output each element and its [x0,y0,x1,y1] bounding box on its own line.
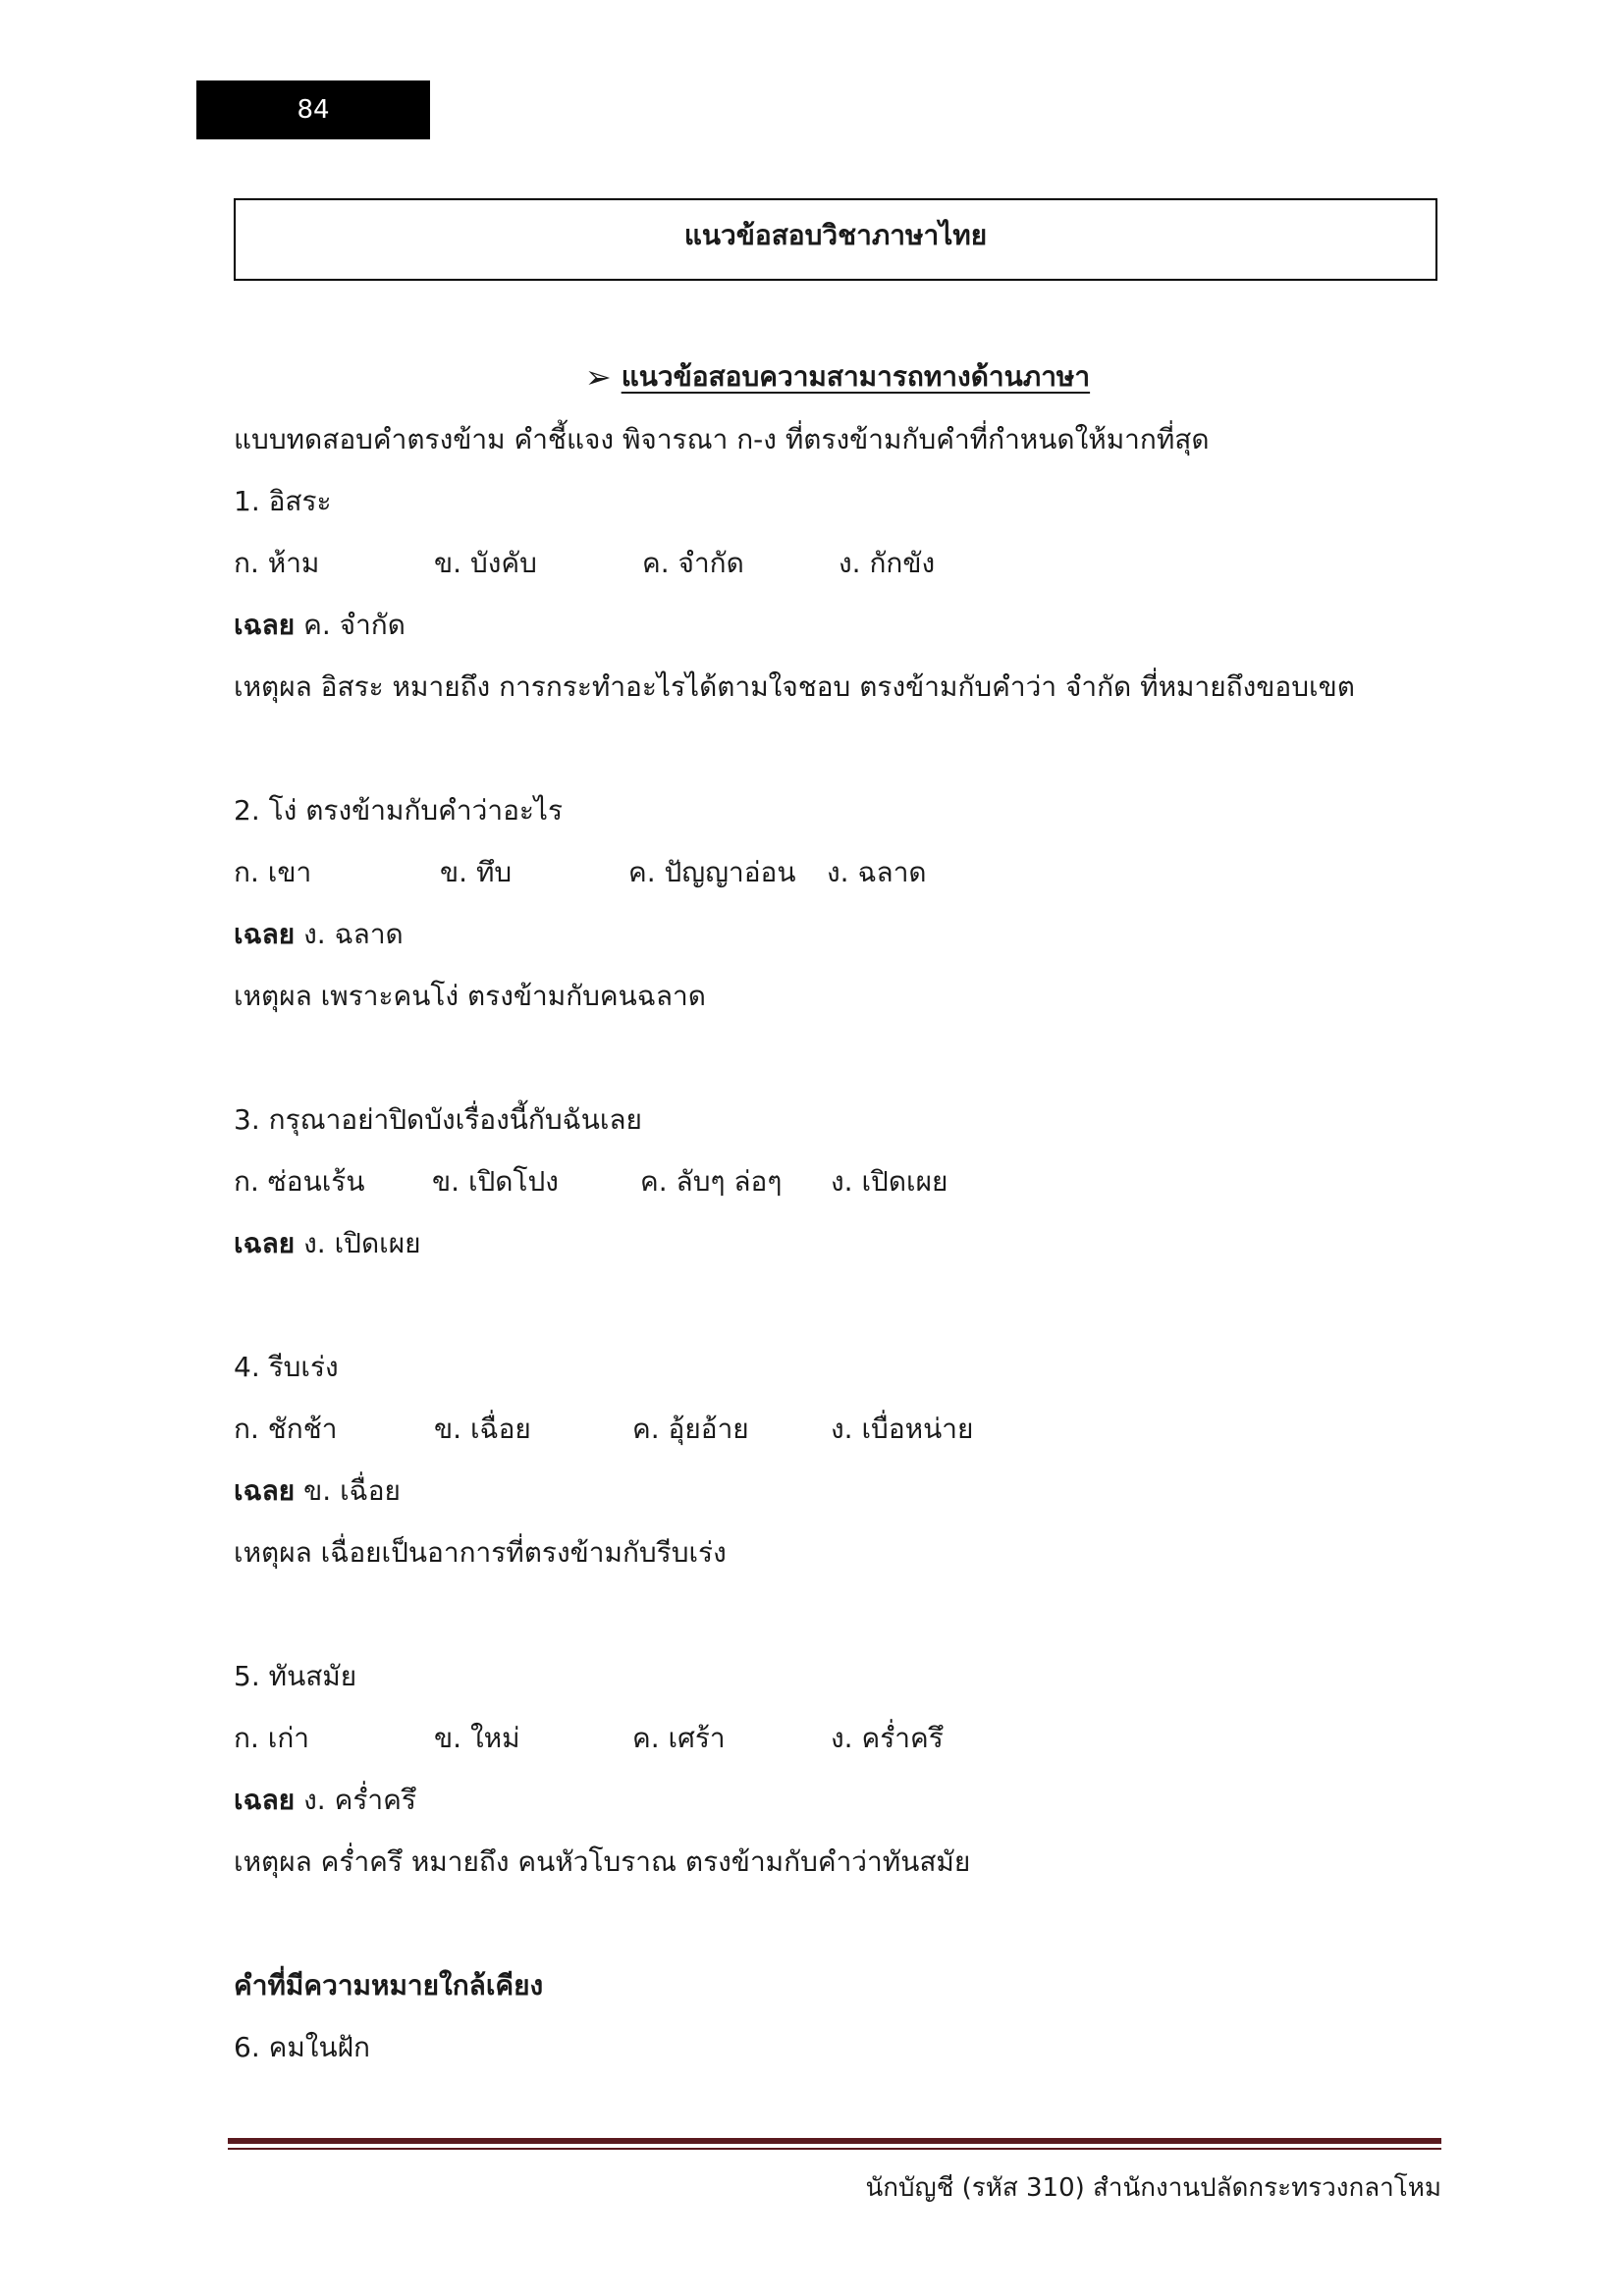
choice: ค. จำกัด [642,547,744,579]
reason-5: เหตุผล คร่ำครึ หมายถึง คนหัวโบราณ ตรงข้ามกับคำว่าทันสมัย [234,1845,971,1878]
answer-value: ง. ฉลาด [303,918,404,950]
footer-rule-thin [228,2148,1441,2150]
reason-1: เหตุผล อิสระ หมายถึง การกระทำอะไรได้ตามใจชอบ ตรงข้ามกับคำว่า จำกัด ที่หมายถึงขอบเขต [234,670,1355,703]
question-6: 6. คมในฝัก [234,2031,370,2063]
choice: ค. อุ้ยอ้าย [632,1413,749,1445]
answer-label: เฉลย [234,609,296,641]
question-3: 3. กรุณาอย่าปิดบังเรื่องนี้กับฉันเลย [234,1103,642,1136]
question-4: 4. รีบเร่ง [234,1351,339,1383]
page-title-box [234,198,1437,281]
choice: ข. เปิดโปง [432,1165,559,1198]
arrow-bullet-icon: ➢ [584,358,612,396]
choice: ง. เบื่อหน่าย [831,1413,974,1445]
document-body [234,349,1441,2078]
reason-2: เหตุผล เพราะคนโง่ ตรงข้ามกับคนฉลาด [234,980,706,1012]
choice: ง. กักขัง [839,547,936,579]
question-5: 5. ทันสมัย [234,1660,357,1692]
footer-text: นักบัญชี (รหัส 310) สำนักงานปลัดกระทรวงกลาโหม [865,2173,1441,2203]
choices-3 [234,1150,1441,1212]
answer-5 [234,1769,1441,1831]
page-title: แนวข้อสอบวิชาภาษาไทย [683,219,988,251]
choice: ข. ใหม่ [434,1722,520,1754]
question-2: 2. โง่ ตรงข้ามกับคำว่าอะไร [234,794,564,827]
choice: ค. ลับๆ ล่อๆ [640,1165,783,1198]
choice: ก. เขา [234,856,312,888]
reason-4: เหตุผล เฉื่อยเป็นอาการที่ตรงข้ามกับรีบเร่ง [234,1536,727,1569]
choice: ข. เฉื่อย [434,1413,531,1445]
choice: ข. ทึบ [440,856,513,888]
answer-label: เฉลย [234,1784,296,1816]
choice: ก. ซ่อนเร้น [234,1165,365,1198]
answer-label: เฉลย [234,1227,296,1259]
choices-4 [234,1398,1441,1460]
choice: ง. คร่ำครึ [831,1722,944,1754]
choice: ง. เปิดเผย [831,1165,948,1198]
answer-label: เฉลย [234,1474,296,1507]
choices-5 [234,1707,1441,1769]
footer-rule [228,2138,1441,2144]
choices-1 [234,532,1441,594]
choice: ง. ฉลาด [827,856,927,888]
choice: ก. ชักช้า [234,1413,338,1445]
instruction: แบบทดสอบคำตรงข้าม คำชี้แจง พิจารณา ก-ง ที่ตรงข้ามกับคำที่กำหนดให้มากที่สุด [234,423,1210,455]
answer-1 [234,594,1441,656]
section-heading [234,349,1441,408]
choice: ข. บังคับ [434,547,537,579]
choices-2 [234,841,1441,903]
section-heading-text: แนวข้อสอบความสามารถทางด้านภาษา [621,360,1091,393]
choice: ค. ปัญญาอ่อน [628,856,796,888]
answer-value: ง. คร่ำครึ [303,1784,416,1816]
answer-value: ค. จำกัด [303,609,406,641]
answer-2 [234,903,1441,965]
answer-3 [234,1212,1441,1274]
answer-value: ข. เฉื่อย [303,1474,401,1507]
choice: ก. ห้าม [234,547,320,579]
answer-4 [234,1460,1441,1522]
page-number: 84 [196,80,430,139]
answer-label: เฉลย [234,918,296,950]
question-1: 1. อิสระ [234,485,332,517]
answer-value: ง. เปิดเผย [303,1227,421,1259]
choice: ค. เศร้า [632,1722,726,1754]
choice: ก. เก่า [234,1722,309,1754]
subsection-title: คำที่มีความหมายใกล้เคียง [234,1969,544,2002]
